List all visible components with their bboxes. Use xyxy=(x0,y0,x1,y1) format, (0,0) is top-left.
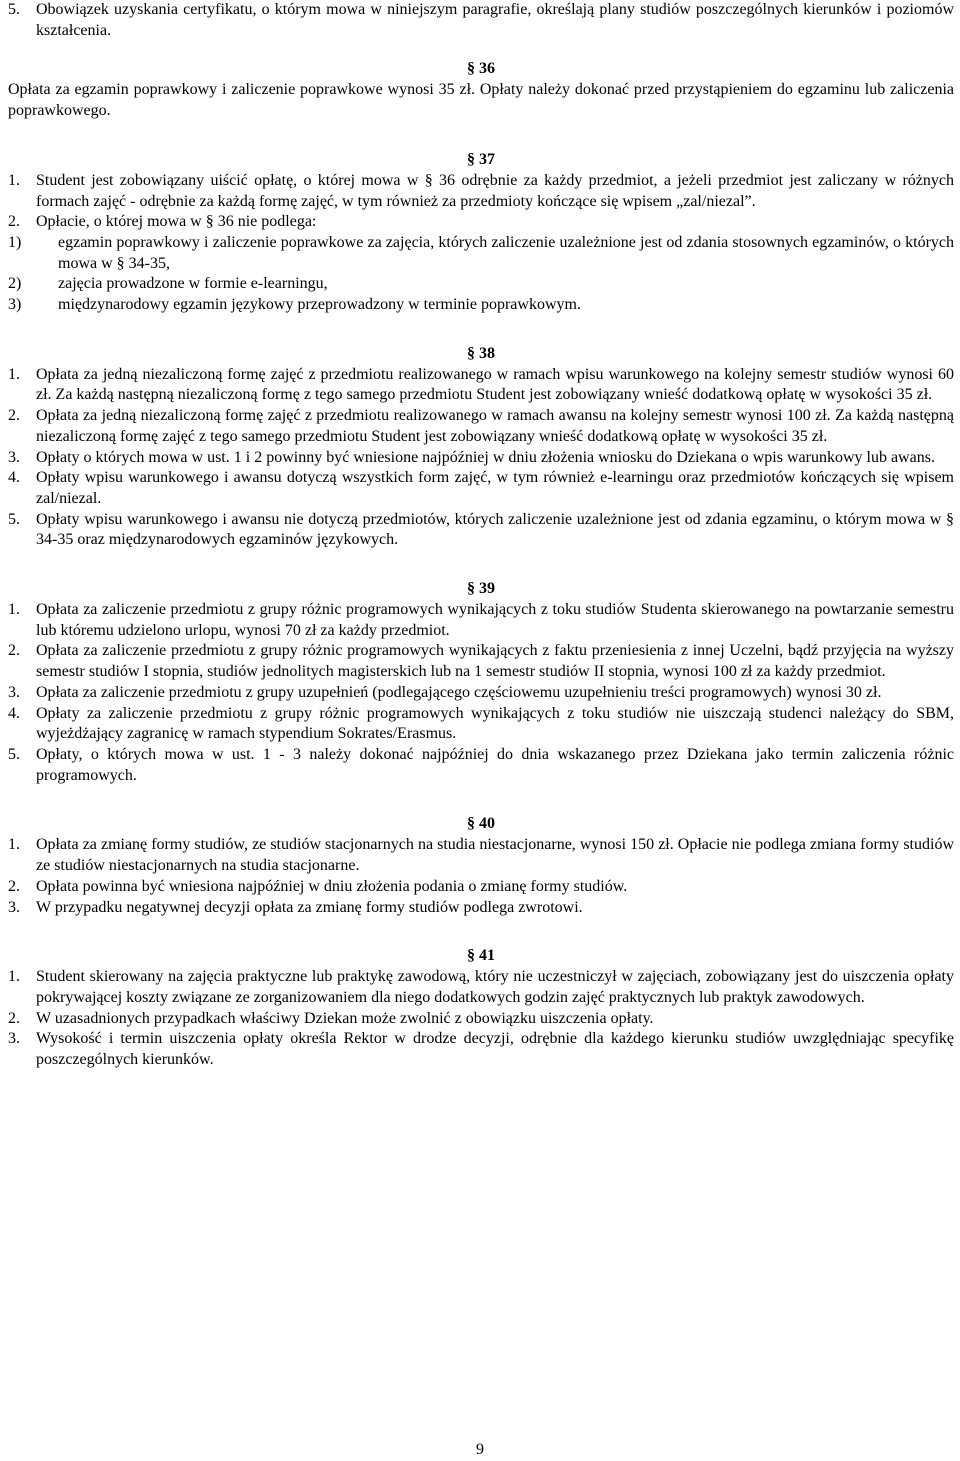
item-number: 1. xyxy=(8,171,20,189)
item-number: 3. xyxy=(8,683,20,701)
item-text: Opłata za jedną niezaliczoną formę zajęć z przedmiotu realizowanego w ramach wpisu warunkowego na kolejny semestr studiów wynosi 60 zł. Za każdą następną niezaliczoną formę z tego samego przedmiotu Student jest zobowiązany wnieść dodatkową opłatę w wysokości 35 zł. xyxy=(36,365,954,404)
item-text: Opłaty o których mowa w ust. 1 i 2 powinny być wniesione najpóźniej w dniu złożenia wniosku do Dziekana o wpis warunkowy lub awans. xyxy=(36,448,935,466)
item-number: 3. xyxy=(8,448,20,466)
item-text: Obowiązek uzyskania certyfikatu, o którym mowa w niniejszym paragrafie, określają plany studiów poszczególnych kierunków i poziomów kształcenia. xyxy=(36,1,954,39)
sub-item xyxy=(8,295,954,316)
item-text: Opłaty za zaliczenie przedmiotu z grupy różnic programowych wynikających z toku studiów nie uiszczają studenci należący do SBM, wyjeżdżający zagranicę w ramach stypendium Sokrates/Erasmus. xyxy=(36,704,954,743)
sub-item-number: 3) xyxy=(8,296,22,314)
item-text: Wysokość i termin uiszczenia opłaty określa Rektor w drodze decyzji, odrębnie dla każdego kierunku studiów uwzględniając specyfikę poszczególnych kierunków. xyxy=(36,1030,954,1069)
sub-item-number: 2) xyxy=(8,275,22,293)
paragraph-item xyxy=(8,1009,954,1030)
item-number: 5. xyxy=(8,510,20,528)
item-text: Student jest zobowiązany uiścić opłatę, o której mowa w § 36 odrębnie za każdy przedmiot, a jeżeli przedmiot jest zaliczany w różnych formach zajęć - odrębnie za każdą formę zajęć, w tym również za przedmioty kończące się wpisem „zal/niezal”. xyxy=(36,171,954,210)
item-number: 5. xyxy=(8,1,20,18)
item-text: Opłaty wpisu warunkowego i awansu nie dotyczą przedmiotów, których zaliczenie uzależnione jest od zdania egzaminu, o którym mowa w § 34-35 oraz międzynarodowych egzaminów językowych. xyxy=(36,510,954,549)
item-text: Opłata za zaliczenie przedmiotu z grupy uzupełnień (podlegającego częściowemu uzupełnieniu treści programowych) wynosi 30 zł. xyxy=(36,683,882,701)
sub-item xyxy=(8,233,954,274)
section-36-text: Opłata za egzamin poprawkowy i zaliczenie poprawkowe wynosi 35 zł. Opłaty należy dokonać przed przystąpieniem do egzaminu lub zaliczenia poprawkowego. xyxy=(8,81,954,120)
section-heading-40: § 40 xyxy=(467,815,495,833)
paragraph-item xyxy=(8,510,954,551)
section-heading-38: § 38 xyxy=(467,344,495,362)
sub-item-text: międzynarodowy egzamin językowy przeprowadzony w terminie poprawkowym. xyxy=(58,296,581,314)
paragraph-item xyxy=(8,835,954,876)
sub-item xyxy=(8,274,954,295)
section-heading-36: § 36 xyxy=(467,60,495,78)
paragraph-item xyxy=(8,898,954,919)
item-number: 1. xyxy=(8,365,20,383)
paragraph-item xyxy=(8,967,954,1008)
item-text: W przypadku negatywnej decyzji opłata za zmianę formy studiów podlega zwrotowi. xyxy=(36,898,583,916)
section-heading-41: § 41 xyxy=(467,947,495,965)
paragraph-item xyxy=(8,877,954,898)
item-number: 2. xyxy=(8,642,20,660)
item-number: 1. xyxy=(8,836,20,854)
item-text: Opłaty, o których mowa w ust. 1 - 3 należy dokonać najpóźniej do dnia wskazanego przez Dziekana jako termin zaliczenia różnic programowych. xyxy=(36,745,954,784)
item-number: 1. xyxy=(8,601,20,619)
sub-item-text: zajęcia prowadzone w formie e-learningu, xyxy=(58,275,328,293)
item-number: 2. xyxy=(8,1009,20,1027)
item-text: Opłacie, o której mowa w § 36 nie podlega: xyxy=(36,213,317,231)
item-text: Student skierowany na zajęcia praktyczne lub praktykę zawodową, który nie uczestniczył w zajęciach, zobowiązany jest do uiszczenia opłaty pokrywającej koszty związane ze zorganizowaniem dla niego dodatkowych godzin zajęć praktycznych lub praktyk zawodowych. xyxy=(36,968,954,1006)
item-number: 2. xyxy=(8,877,20,895)
paragraph-item xyxy=(8,171,954,212)
item-number: 3. xyxy=(8,1030,20,1048)
item-number: 4. xyxy=(8,469,20,487)
item-number: 2. xyxy=(8,407,20,425)
item-text: Opłata za zaliczenie przedmiotu z grupy różnic programowych wynikających z toku studiów Studenta skierowanego na powtarzanie semestru lub któremu udzielono urlopu, wynosi 70 zł za każdy przedmiot. xyxy=(36,601,954,639)
sub-item-number: 1) xyxy=(8,233,22,251)
paragraph-item xyxy=(8,406,954,447)
paragraph-item xyxy=(8,448,954,469)
paragraph-item xyxy=(8,683,954,704)
paragraph-item xyxy=(8,1029,954,1070)
item-text: Opłata za zmianę formy studiów, ze studiów stacjonarnych na studia niestacjonarne, wynosi 150 zł. Opłacie nie podlega zmiana formy studiów ze studiów niestacjonarnych na studia stacjonarne. xyxy=(36,836,954,875)
paragraph-item xyxy=(8,212,954,233)
paragraph-item xyxy=(8,641,954,682)
sub-item-text: egzamin poprawkowy i zaliczenie poprawkowe za zajęcia, których zaliczenie uzależnione jest od zdania stosownych egzaminów, o których mowa w § 34-35, xyxy=(58,233,954,272)
item-text: W uzasadnionych przypadkach właściwy Dziekan może zwolnić z obowiązku uiszczenia opłaty. xyxy=(36,1009,654,1027)
section-heading-39: § 39 xyxy=(467,580,495,598)
paragraph-item xyxy=(8,704,954,745)
item-number: 5. xyxy=(8,745,20,763)
item-text: Opłata za jedną niezaliczoną formę zajęć z przedmiotu realizowanego w ramach awansu na kolejny semestr wynosi 100 zł. Za każdą następną niezaliczoną formę zajęć z tego samego przedmiotu Student jest zobowiązany wnieść dodatkową opłatę w wysokości 35 zł. xyxy=(36,407,954,445)
paragraph-item xyxy=(8,0,954,41)
paragraph-item xyxy=(8,600,954,641)
section-heading-37: § 37 xyxy=(467,150,495,168)
item-number: 1. xyxy=(8,968,20,986)
item-number: 3. xyxy=(8,898,20,916)
item-text: Opłata za zaliczenie przedmiotu z grupy różnic programowych wynikających z faktu przeniesienia z innej Uczelni, bądź przyjęcia na wyższy semestr studiów I stopnia, studiów jednolitych magisterskich lub na 1 semestr studiów II stopnia, wynosi 100 zł za każdy przedmiot. xyxy=(36,642,954,681)
paragraph-item xyxy=(8,745,954,786)
item-text: Opłata powinna być wniesiona najpóźniej w dniu złożenia podania o zmianę formy studiów. xyxy=(36,877,628,895)
item-text: Opłaty wpisu warunkowego i awansu dotyczą wszystkich form zajęć, w tym również e-learningu oraz przedmiotów kończących się wpisem zal/niezal. xyxy=(36,469,954,507)
item-number: 4. xyxy=(8,704,20,722)
item-number: 2. xyxy=(8,213,20,231)
paragraph-item xyxy=(8,468,954,509)
page-number: 9 xyxy=(476,1441,484,1458)
paragraph-item xyxy=(8,365,954,406)
